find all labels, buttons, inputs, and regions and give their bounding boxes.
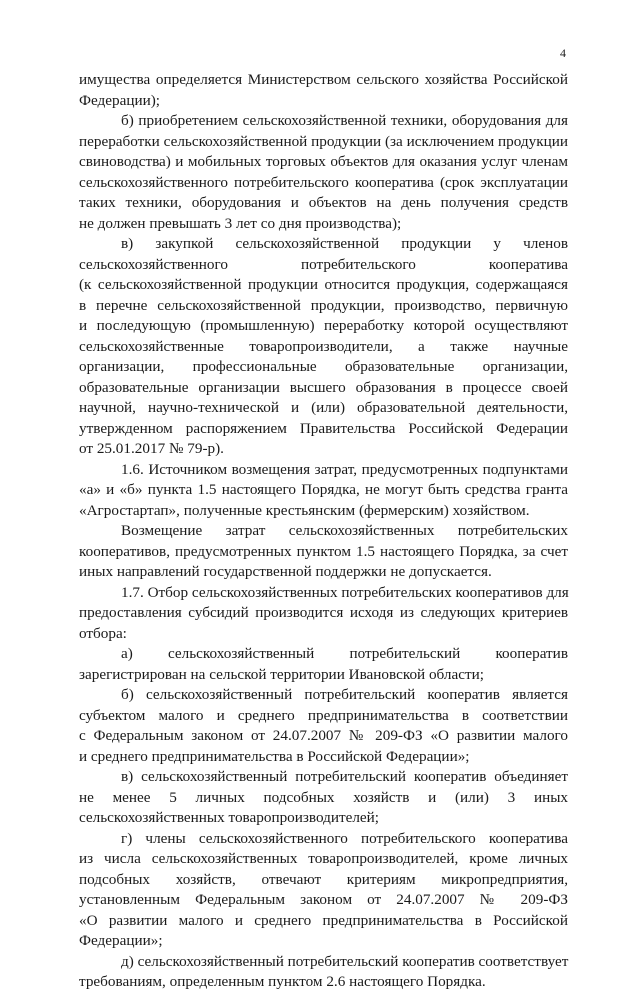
text-line: установленным Федеральным законом от 24.07.2007 № 209-ФЗ xyxy=(79,891,568,908)
text-line: имущества определяется Министерством сельского хозяйства Российской xyxy=(79,71,568,88)
text-line: а) сельскохозяйственный потребительский кооператив xyxy=(121,645,568,662)
text-line: Федерации); xyxy=(79,91,161,109)
text-line: отбора: xyxy=(79,624,127,642)
text-line: кооперативов, предусмотренных пунктом 1.5 настоящего Порядка, за счет xyxy=(79,542,568,560)
text-line: сельскохозяйственного потребительского кооператива (срок эксплуатации xyxy=(79,173,568,191)
text-line: от 25.01.2017 № 79-р). xyxy=(79,440,224,457)
text-line: (к сельскохозяйственной продукции относится продукция, содержащаяся xyxy=(79,276,568,293)
text-line: в перечне сельскохозяйственной продукции, производство, первичную xyxy=(79,296,568,314)
text-line: Федерации»; xyxy=(79,932,163,949)
text-line: сельскохозяйственного потребительского кооператива xyxy=(79,255,568,273)
document-body xyxy=(79,70,568,993)
text-line: б) приобретением сельскохозяйственной техники, оборудования для xyxy=(121,112,568,129)
text-line: не должен превышать 3 лет со дня производства); xyxy=(79,214,402,232)
text-line: иных направлений государственной поддержки не допускается. xyxy=(79,563,492,580)
text-line: «О развитии малого и среднего предпринимательства в Российской xyxy=(79,911,568,929)
text-line: зарегистрирован на сельской территории Ивановской области; xyxy=(79,665,484,683)
text-line: таких техники, оборудования и объектов на день получения средств xyxy=(79,194,568,211)
text-line: и последующую (промышленную) переработку которой осуществляют xyxy=(79,317,568,334)
text-line: требованиям, определенным пунктом 2.6 настоящего Порядка. xyxy=(79,973,486,990)
text-line: свиноводства) и мобильных торговых объектов для оказания услуг членам xyxy=(79,153,568,170)
text-line: «Агростартап», полученные крестьянским (фермерским) хозяйством. xyxy=(79,501,530,519)
page-number: 4 xyxy=(560,46,566,60)
text-line: научной, научно-технической и (или) образовательной деятельности, xyxy=(79,399,568,416)
text-line: утвержденном распоряжением Правительства Российской Федерации xyxy=(79,419,568,437)
text-line: переработки сельскохозяйственной продукции (за исключением продукции xyxy=(79,132,568,150)
text-line: д) сельскохозяйственный потребительский кооператив соответствует xyxy=(121,952,569,970)
text-line: подсобных хозяйств, отвечают критериям микропредприятия, xyxy=(79,870,568,888)
text-line: «а» и «б» пункта 1.5 настоящего Порядка, не могут быть средства гранта xyxy=(79,481,568,498)
text-line: 1.6. Источником возмещения затрат, предусмотренных подпунктами xyxy=(121,460,568,478)
text-line: б) сельскохозяйственный потребительский кооператив является xyxy=(121,686,568,703)
text-line: не менее 5 личных подсобных хозяйств и (или) 3 иных xyxy=(79,788,568,806)
text-line: сельскохозяйственных товаропроизводителей; xyxy=(79,809,380,826)
text-line: организации, профессиональные образовательные организации, xyxy=(79,358,568,375)
text-line: в) закупкой сельскохозяйственной продукции у членов xyxy=(121,235,568,252)
text-line: сельскохозяйственные товаропроизводители, а также научные xyxy=(79,337,568,355)
text-line: предоставления субсидий производится исходя из следующих критериев xyxy=(79,604,568,621)
text-line: в) сельскохозяйственный потребительский кооператив объединяет xyxy=(121,768,568,785)
text-line: и среднего предпринимательства в Российской Федерации»; xyxy=(79,747,470,765)
text-line: субъектом малого и среднего предпринимательства в соответствии xyxy=(79,706,568,724)
text-line: Возмещение затрат сельскохозяйственных потребительских xyxy=(121,522,568,539)
text-line: из числа сельскохозяйственных товаропроизводителей, кроме личных xyxy=(79,850,568,867)
text-line: образовательные организации высшего образования в процессе своей xyxy=(79,378,568,396)
text-line: г) члены сельскохозяйственного потребительского кооператива xyxy=(121,829,568,847)
text-line: 1.7. Отбор сельскохозяйственных потребительских кооперативов для xyxy=(121,583,569,601)
text-line: с Федеральным законом от 24.07.2007 № 209-ФЗ «О развитии малого xyxy=(79,727,568,744)
